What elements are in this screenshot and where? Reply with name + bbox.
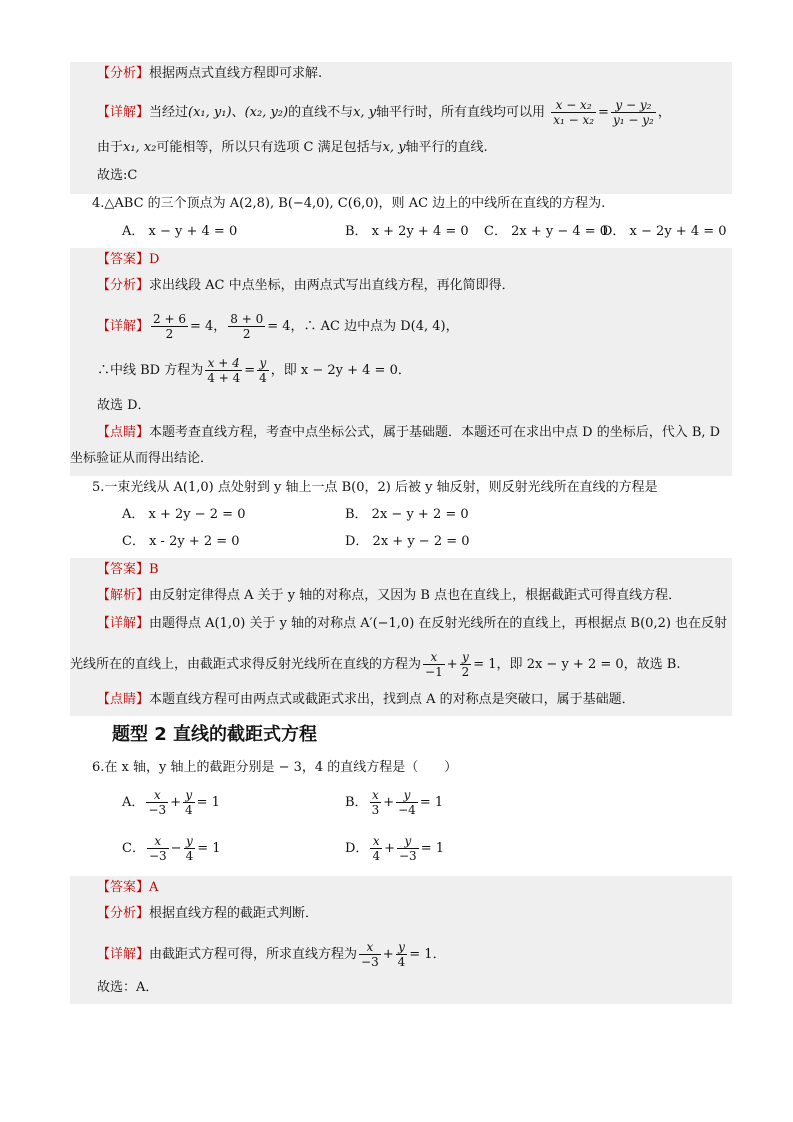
fraction: $\frac{\text{x − x₂}}{\text{x₁ − x₂}}$	[553, 98, 595, 127]
analysis-line: 【分析】求出线段 AC 中点坐标，由两点式写出直线方程，再化简即得．	[97, 278, 515, 293]
comment-line: 【点睛】本题直线方程可由两点式或截距式求出，找到点 A 的对称点是突破口，属于基础题．	[97, 692, 635, 707]
question-4-stem: 4.△ABC 的三个顶点为 A(2,8), B(−4,0), C(6,0)，则 AC 边上的中线所在直线的方程为.	[92, 196, 606, 211]
q5-option-c: C． x - 2y + 2 = 0	[122, 534, 240, 549]
q4-option-c: C． 2x + y − 4 = 0	[484, 224, 609, 239]
detail-line: 【详解】 $\frac{2 + 6}{2}$ = 4， $\frac{8 + 0}{2}$ = 4，∴ AC 边中点为 D(4, 4)，	[97, 312, 459, 341]
question-5-stem: 5.一束光线从 A(1,0) 点处射到 y 轴上一点 B(0，2) 后被 y 轴反射，则反射光线所在直线的方程是	[92, 480, 658, 495]
fraction: $\frac{y}{-4}$	[398, 788, 416, 817]
fraction: $\frac{2 + 6}{2}$	[153, 312, 186, 341]
fraction: $\frac{x}{-3}$	[148, 788, 167, 817]
fraction: $\frac{x}{-3}$	[148, 834, 167, 863]
fraction: $\frac{x}{3}$	[371, 788, 380, 817]
fraction: $\frac{y}{-3}$	[398, 834, 417, 863]
answer-line: 【答案】B	[97, 562, 159, 577]
analysis-line: 【分析】根据两点式直线方程即可求解.	[97, 66, 323, 81]
detail-line: 【详解】当经过(x₁, y₁)、(x₂, y₂)的直线不与x, y轴平行时，所有直线均可以用 $\frac{\text{x − x₂}}{\text{x₁ − x₂}}$ = $\frac{\text{y − y₂}}{\text{y₁ − y₂}}$ ，	[97, 98, 671, 127]
fraction: $\frac{x}{4}$	[372, 834, 381, 863]
q6-option-d: D． $\frac{x}{4}$ + $\frac{y}{-3}$ = 1	[345, 834, 444, 863]
choice-line: 故选：A．	[97, 980, 159, 995]
fraction: $\frac{y}{4}$	[185, 834, 194, 863]
q5-option-a: A． x + 2y − 2 = 0	[122, 507, 246, 522]
q4-option-b: B． x + 2y + 4 = 0	[345, 224, 469, 239]
q6-option-a: A． $\frac{x}{-3}$ + $\frac{y}{4}$ = 1	[122, 788, 220, 817]
fraction: $\frac{x}{-3}$	[361, 940, 379, 969]
fraction: $\frac{8 + 0}{2}$	[230, 312, 264, 341]
detail-line: 【详解】由截距式方程可得，所求直线方程为 $\frac{x}{-3}$ + $\frac{y}{4}$ = 1．	[97, 940, 446, 969]
fraction: $\frac{y}{2}$	[461, 650, 470, 679]
q4-option-a: A． x − y + 4 = 0	[122, 224, 238, 239]
detail-line: 【详解】由题得点 A(1,0) 关于 y 轴的对称点 A′(−1,0) 在反射光线所在的直线上，再根据点 B(0,2) 也在反射	[97, 616, 728, 631]
answer-line: 【答案】D	[97, 252, 160, 267]
fraction: $\frac{x}{-1}$	[425, 650, 443, 679]
detail-line: 光线所在的直线上，由截距式求得反射光线所在直线的方程为 $\frac{x}{-1}$ + $\frac{y}{2}$ = 1，即 2x − y + 2 = 0，故选 B.	[70, 650, 681, 679]
fraction: $\frac{\text{y − y₂}}{\text{y₁ − y₂}}$	[612, 98, 654, 127]
q5-option-b: B． 2x − y + 2 = 0	[345, 507, 469, 522]
answer-line: 【答案】A	[97, 880, 159, 895]
analysis-line: 【分析】根据直线方程的截距式判断．	[97, 906, 319, 921]
detail-line: 由于x₁, x₂可能相等，所以只有选项 C 满足包括与x, y轴平行的直线.	[97, 140, 488, 155]
choice-line: 故选:C	[97, 168, 138, 183]
fraction: $\frac{y}{4}$	[259, 356, 267, 385]
fraction: $\frac{y}{4}$	[185, 788, 193, 817]
detail-line: ∴中线 BD 方程为 $\frac{x + 4}{4 + 4}$ = $\frac{y}{4}$ ，即 x − 2y + 4 = 0．	[97, 356, 411, 385]
comment-line: 坐标验证从而得出结论．	[70, 451, 214, 466]
choice-line: 故选 D．	[97, 398, 151, 413]
fraction: $\frac{x + 4}{4 + 4}$	[207, 356, 241, 385]
q6-option-c: C． $\frac{x}{-3}$ − $\frac{y}{4}$ = 1	[122, 834, 221, 863]
q6-option-b: B． $\frac{x}{3}$ + $\frac{y}{-4}$ = 1	[345, 788, 444, 817]
question-6-stem: 6.在 x 轴，y 轴上的截距分别是 − 3，4 的直线方程是（ ）	[92, 760, 458, 775]
comment-line: 【点睛】本题考查直线方程，考查中点坐标公式，属于基础题．本题还可在求出中点 D 的坐标后，代入 B, D	[97, 425, 721, 440]
section-heading: 题型 2 直线的截距式方程	[112, 724, 318, 745]
q4-option-d: D． x − 2y + 4 = 0	[602, 224, 727, 239]
q5-option-d: D． 2x + y − 2 = 0	[345, 534, 470, 549]
fraction: $\frac{y}{4}$	[397, 940, 406, 969]
solution-line: 【解析】由反射定律得点 A 关于 y 轴的对称点，又因为 B 点也在直线上，根据截距式可得直线方程．	[97, 588, 682, 603]
